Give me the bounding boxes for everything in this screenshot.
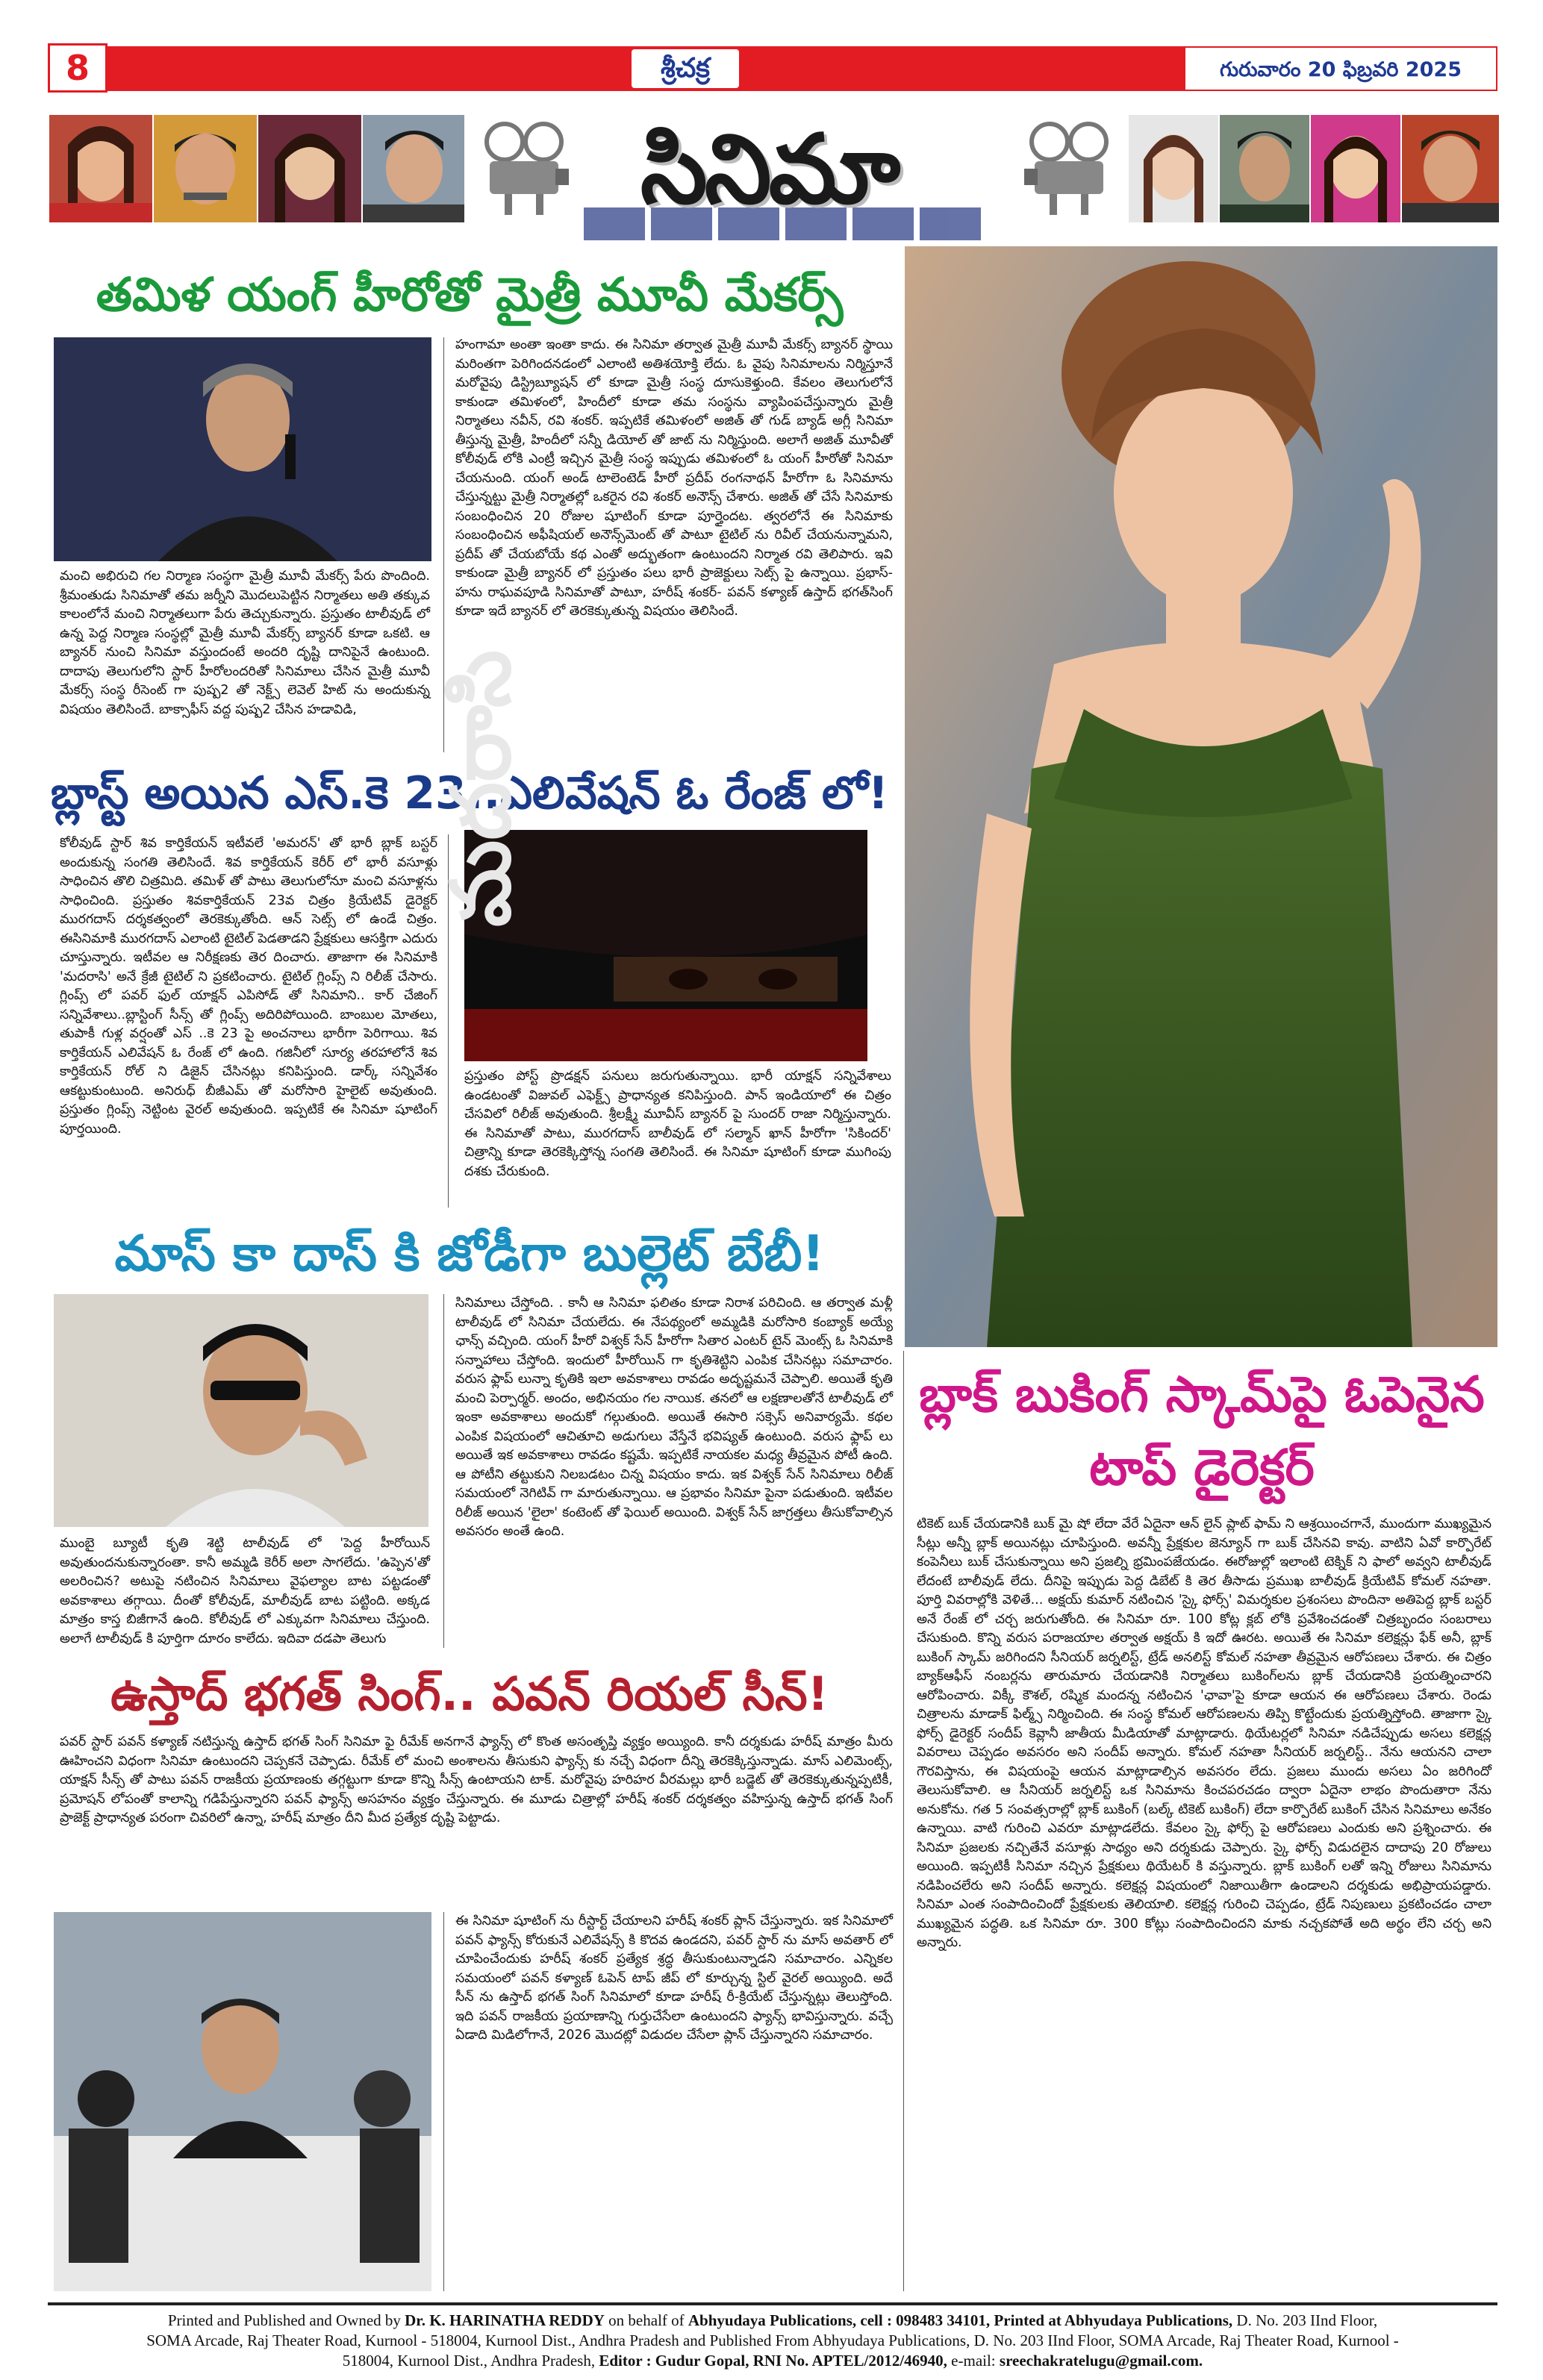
article-4-headline: ఉస్తాద్ భగత్ సింగ్.. పవన్ రియల్ సీన్! bbox=[110, 1667, 829, 1721]
banner-portrait-6 bbox=[1218, 113, 1308, 221]
column-divider bbox=[443, 1294, 444, 1648]
feature-actress-photo bbox=[905, 246, 1497, 1347]
article-5-headline: బ్లాక్ బుకింగ్ స్కామ్‌పై ఓపెనైన టాప్ డైరెక్టర్ bbox=[919, 1366, 1485, 1496]
article-2-col2: ప్రస్తుతం పోస్ట్ ప్రొడక్షన్ పనులు జరుగుతున్నాయి. భారీ యాక్షన్ సన్నివేశాలు ఉండటంతో విజువల్ ఎఫెక్ట్స్ ప్రాధాన్యత కనిపిస్తుంది. పాన్ ఇండియాలో ఈ చిత్రం చేసవిలో రిలీజ్ అవుతుంది. శ్రీలక్ష్మీ మూవీస్ బ్యానర్ పై సుందర్ రాజా నిర్మిస్తున్నారు. ఈ సినిమాతో పాటు, మురగదాస్ బాలీవుడ్ లో సల్మాన్ ఖాన్ హీరోగా 'సికిందర్' చిత్రాన్ని కూడా తెరకెక్కిస్తోన్న సంగతి తెలిసిందే. ఈ సినిమా షూటింగ్ కూడా ముగింపు దశకు చేరుకుంది. bbox=[464, 1069, 891, 1179]
issue-date: గురువారం 20 ఫిబ్రవరి 2025 bbox=[1184, 46, 1497, 91]
svg-text:మదరాసి: మదరాసి bbox=[433, 650, 529, 927]
article-4-photo bbox=[54, 1912, 431, 2291]
footer-rule bbox=[48, 2302, 1497, 2305]
newspaper-logo: శ్రీచక్ర bbox=[632, 49, 739, 88]
imprint-line-2: SOMA Arcade, Raj Theater Road, Kurnool - 518004, Kurnool Dist., Andhra Pradesh and Published From Abhyudaya Publications, D. No. 203 IInd Floor, SOMA Arcade, Raj Theater Road, Kurnool - bbox=[146, 2331, 1399, 2349]
imprint-footer bbox=[48, 2311, 1497, 2370]
cinema-section-title: సినిమా bbox=[640, 113, 898, 225]
article-3-photo bbox=[54, 1294, 428, 1527]
imprint-line-1: Printed and Published and Owned by Dr. K. HARINATHA REDDY on behalf of Abhyudaya Publications, cell : 098483 34101, Printed at Abhyudaya Publications, D. No. 203 IInd Floor, bbox=[167, 2311, 1378, 2329]
banner-portrait-8 bbox=[1400, 113, 1497, 221]
imprint-line-3: 518004, Kurnool Dist., Andhra Pradesh, Editor : Gudur Gopal, RNI No. APTEL/2012/46940, e-mail: sreechakratelugu@gmail.com. bbox=[342, 2352, 1203, 2370]
article-2-col1: కోలీవుడ్ స్టార్ శివ కార్తికేయన్ ఇటీవలే 'అమరన్' తో భారీ బ్లాక్ బస్టర్ అందుకున్న సంగతి తెలిసిందే. శివ కార్తికేయన్ కెరీర్ లో భారీ వసూళ్లు సాధించిన తొలి చిత్రమిది. తమిళ్ తో పాటు తెలుగులోనూ మంచి వసూళ్లను సాధించింది. ప్రస్తుతం శివకార్తికేయన్ 23వ చిత్రం క్రియేటివ్ డైరెక్టర్ మురగదాస్ దర్శకత్వంలో తెరకెక్కుతోంది. ఆన్ సెట్స్ లో ఉండే చిత్రం. ఈసినిమాకి మురగదాస్ ఎలాంటి టైటిల్ పెడతాడని ప్రేక్షకులు ఆసక్తిగా ఎదురు చూస్తున్నారు. ఇటీవల ఆ నిరీక్షణకు తెర దించారు. తాజాగా ఈ సినిమాకి 'మదరాసి' అనే క్రేజీ టైటిల్ ని ప్రకటించారు. టైటిల్ గ్లింప్స్ ని రిలీజ్ చేసారు. గ్లింప్స్ లో పవర్ ఫుల్ యాక్షన్ ఎపిసోడ్ తో సినిమాని.. కార్ చేజింగ్ సన్నివేశాలు..బ్లాస్టింగ్ సీన్స్ తో గ్లింప్స్ అదిరిపోయింది. బాంబుల మోతలు, తుపాకీ గుళ్ల వర్షంతో ఎస్ ..కె 23 పై అంచనాలు భారీగా పెరిగాయి. శివ కార్తికేయన్ ఎలివేషన్ ఓ రేంజ్ లో ఉంది. గజినీలో సూర్య తరహాలోనే శివ కార్తికేయన్ రోల్ ని డిజైన్ చేసినట్లు కనిపిస్తుంది. డార్క్ సన్నివేశం ఆకట్టుకుంటుంది. అనిరుధ్ బీజీఎమ్ తో మరోసారి హైలైట్ అవుతుంది. ప్రస్తుతం గ్లింప్స్ నెట్టింట వైరల్ అవుతుంది. ఇప్పటికే ఈ సినిమా షూటింగ్ పూర్తయింది. bbox=[60, 836, 437, 1137]
column-divider bbox=[903, 1351, 904, 2291]
page-number: 8 bbox=[48, 43, 107, 93]
projector-left-icon bbox=[475, 119, 570, 216]
banner-portrait-7 bbox=[1309, 113, 1399, 221]
article-3-headline: మాస్ కా దాస్ కి జోడీగా బుల్లెట్ బేబీ! bbox=[114, 1225, 825, 1282]
article-3-col2: సినిమాలు చేస్తోంది. . కానీ ఆ సినిమా ఫలితం కూడా నిరాశ పరిచింది. ఆ తర్వాత మళ్లీ టాలీవుడ్ లో సినిమా చేయలేదు. ఈ నేపథ్యంలో అమ్మడికి మరోసారి కంబ్యాక్ అయ్యే ఛాన్స్ వచ్చింది. యంగ్ హీరో విశ్వక్ సేన్ హీరోగా సితార ఎంటర్ టైన్ మెంట్స్ ఓ సినిమాకి సన్నాహాలు చేస్తోంది. ఇందులో హీరోయిన్ గా కృతిశెట్టిని ఎంపిక చేసినట్లు సమాచారం. వరుస ఫ్లాప్ లున్నా కృతికి ఇలా అవకాశాలు రావడం అదృష్టమనే చెప్పాలి. అయితే కృతి మంచి పెర్పార్మర్. అందం, అభినయం గల నాయిక. తనలో ఆ లక్షణాలతోనే టాలీవుడ్ లో ఇంకా అవకాశాలు అందుకో గల్గుతుంది. అయితే ఈసారి సక్సెస్ అనివార్యమే. కథల ఎంపిక విషయంలో ఆచితూచి అడుగులు వేస్తేనే భవిష్యత్ ఉంటుంది. వరుస ఫ్లాప్ లు అయితే ఇక అవకాశాలు రావడం కష్టమే. ఇప్పటికే నాయకల మధ్య తీవ్రమైన పోటీ ఉంది. ఆ పోటీని తట్టుకుని నిలబడటం చిన్న విషయం కాదు. ఇక విశ్వక్ సేన్ సినిమాలు రిలీజ్ సమయంలో నెగిటివ్ గా మారుతున్నాయి. ఆ ప్రభావం సినిమా పైనా పడుతుంది. ఇటీవల రిలీజ్ అయిన 'లైలా' కంటెంట్ తో ఫెయిల్ అయింది. విశ్వక్ సేన్ జాగ్రత్తలు తీసుకోవాల్సిన అవసరం అంతే ఉంది. bbox=[455, 1296, 893, 1539]
banner-portrait-5 bbox=[1127, 113, 1217, 221]
article-1-headline: తమిళ యంగ్ హీరోతో మైత్రీ మూవీ మేకర్స్ bbox=[96, 267, 844, 322]
article-4-intro: పవర్ స్టార్ పవన్ కళ్యాణ్ నటిస్తున్న ఉస్తాద్ భగత్ సింగ్ సినిమా ఫై రీమేక్ అనగానే ఫ్యాన్స్ లో కొంత అసంతృప్తి వ్యక్తం అయ్యింది. కానీ దర్శకుడు హరీష్ మాత్రం మీరు ఊహించని విధంగా సినిమా ఉంటుందని చెప్పకనే చెప్పాడు. రీమేక్ లో మంచి అంశాలను తీసుకుని ఫ్యాన్స్ కు నచ్చే విధంగా దీన్ని తెరకెక్కిస్తున్నాడు. మాస్ ఎలిమెంట్స్, యాక్షన్ సీన్స్ తో పాటు పవన్ రాజకీయ ప్రయాణంకు తగ్గట్టుగా కూడా కొన్ని సీన్స్ ఉంటాయని టాక్. మరోవైపు హరిహర వీరమల్లు భారీ బడ్జెట్ తో తెరకెక్కుతున్నప్పటికీ, ప్రమోషన్ లోపంతో కాలాన్ని గడిపేస్తున్నారని పవన్ ఫ్యాన్స్ అసహనం వ్యక్తం చేస్తున్నారు. ఈ మూడు చిత్రాల్లో హరీష్ శంకర్ దర్శకత్వం వహిస్తున్న ఉస్తాద్ భగత్ సింగ్ ప్రాజెక్ట్ ప్రాధాన్యత పరంగా చివరిలో ఉన్నా, హరీష్ మాత్రం దీని మీద ప్రత్యేక దృష్టి పెట్టాడు. bbox=[60, 1734, 893, 1825]
banner-portrait-2 bbox=[152, 113, 255, 221]
banner-portrait-1 bbox=[48, 113, 151, 221]
article-1-col2: హంగామా అంతా ఇంతా కాదు. ఈ సినిమా తర్వాత మైత్రీ మూవీ మేకర్స్ బ్యానర్ స్థాయి మరింతగా పెరిగిందనడంలో ఎలాంటి అతిశయోక్తి లేదు. ఓ వైపు సినిమాలను నిర్మిస్తూనే మరోవైపు డిస్ట్రిబ్యూషన్ లో కూడా మైత్రీ సంస్థ దూసుకెళ్తుంది. కేవలం తెలుగులోనే కాకుండా తమిళంలో, హిందీలో కూడా తమ సంస్థను వ్యాపింపచేస్తున్నారు మైత్రీ నిర్మాతలు నవీన్, రవి శంకర్. ఇప్పటికే తమిళంలో అజిత్ తో గుడ్ బ్యాడ్ అగ్లీ సినిమా తీస్తున్న మైత్రీ, హిందీలో సన్నీ డియోల్ తో జాట్ ను నిర్మిస్తుంది. అలాగే అజిత్ మూవీతో కోలీవుడ్ లోకి ఎంట్రీ ఇచ్చిన మైత్రీ సంస్థ ఇప్పుడు తమిళంలో ఓ యంగ్ హీరోతో సినిమా చేయనుంది. యంగ్ అండ్ టాలెంటెడ్ హీరో ప్రదీప్ రంగనాథన్ హీరోగా ఓ సినిమాను చేస్తున్నట్టు మైత్రీ నిర్మాతల్లో ఒకరైన రవి శంకర్ అనౌన్స్ చేశారు. అజిత్ తో చేసే సినిమాకు సంబంధించిన 20 రోజుల షూటింగ్ కూడా పూర్తైందట. త్వరలోనే ఈ సినిమాకు సంబంధించిన అఫీషియల్ అనౌన్స్‌మెంట్ తో పాటూ టైటిల్ ను రివీల్ చేయనున్నామని, ప్రదీప్ తో చేయబోయే కథ ఎంతో అద్భుతంగా ఉంటుందని నిర్మాత రవి తెలిపారు. ఇవి కాకుండా మైత్రీ బ్యానర్ లో ప్రస్తుతం పలు భారీ ప్రాజెక్టులు సెట్స్ పై ఉన్నాయి. ప్రభాస్- హను రాఘవపూడి సినిమాతో పాటూ, హరీష్ శంకర్- పవన్ కళ్యాణ్ ఉస్తాద్ భగత్‌సింగ్ కూడా ఇదే బ్యానర్ లో తెరకెక్కుతున్న విషయం తెలిసిందే. bbox=[455, 337, 893, 619]
article-4-col2: ఈ సినిమా షూటింగ్ ను రీస్టార్ట్ చేయాలని హరీష్ శంకర్ ప్లాన్ చేస్తున్నారు. ఇక సినిమాలో పవన్ ఫ్యాన్స్ కోరుకునే ఎలివేషన్స్ కి కొదవ ఉండదని, పవర్ స్టార్ ను మాస్ అవతార్ లో చూపించేందుకు హరీష్ శంకర్ ప్రత్యేక శ్రద్ధ తీసుకుంటున్నాడని సమాచారం. ఎన్నికల సమయంలో పవన్ కళ్యాణ్ ఓపెన్ టాప్ జీప్ లో కూర్చున్న స్టిల్ వైరల్ అయ్యింది. అదే సీన్ ను ఉస్తాద్ భగత్ సింగ్ సినిమాలో కూడా హరీష్ రీ-క్రియేట్ చేస్తున్నట్లు తెలుస్తోంది. ఇది పవన్ రాజకీయ ప్రయాణాన్ని గుర్తుచేసేలా ఉంటుందని ఫ్యాన్స్ భావిస్తున్నారు. వచ్చే ఏడాది మిడిలోగానే, 2026 మొదట్లో విడుదల చేసేలా ప్లాన్ చేస్తున్నారని సమాచారం. bbox=[455, 1914, 893, 2043]
article-1-photo bbox=[54, 337, 431, 561]
projector-right-icon bbox=[1023, 119, 1118, 216]
banner-portrait-4 bbox=[361, 113, 464, 221]
article-5-body: టికెట్ బుక్ చేయడానికి బుక్ మై షో లేదా వేరే ఏదైనా ఆన్ లైన్ ప్లాట్ ఫామ్ ని ఆశ్రయించగానే, ముందుగా ముఖ్యమైన సీట్లు అన్నీ బ్లాక్ అయినట్లు చూపిస్తుంది. అవన్నీ ప్రేక్షకుల జెన్యూన్ గా బుక్ చేసినవి కావు. వాటిని ఏవో కార్పొరేట్ కంపెనీలు బుక్ చేసుకున్నాయి అని ప్రజల్ని భ్రమింపజేయడం. ఈరోజుల్లో ఇలాంటి టెక్నిక్ ని ఫాలో అవ్వని టాలీవుడ్ లేదంటే బాలీవుడ్ లేదు. దీనిపై ఇప్పుడు పెద్ద డిబేట్ కి తెర తీసాడు ప్రముఖ బాలీవుడ్ క్రియేటివ్ కోమల్ నహతా. పూర్తి వివరాల్లోకి వెళితే... అక్షయ్ కుమార్ నటించిన 'స్కై ఫోర్స్' విమర్శకుల ప్రశంసలు పొందినా అతిపెద్ద బ్లాక్ బస్టర్ అనే రేంజ్ లో చర్చ జరుగుతోంది. ఈ సినిమా రూ. 100 కోట్ల క్లబ్ లోకి ప్రవేశించడంతో చిత్రబృందం సంబరాలు చేసుకుంది. కొన్ని వరుస పరాజయాల తర్వాత అక్షయ్ కి ఇదో ఊరట. అయితే ఈ సినిమా కలెక్షన్లు ఫేక్ అనీ, బ్లాక్ బుకింగ్ స్కామ్ జరిగిందని సీనియర్ జర్నలిస్ట్, ట్రేడ్ అనలిస్ట్ కోమల్ నహతా తీవ్రమైన ఆరోపణలు చేశారు. ఈ చిత్రం బ్యాక్ఆఫీస్ నంబర్లను తారుమారు చేయడానికి నిర్మాతలు బుకింగ్‌లను బ్లాక్ చేయడానికి ప్రయత్నించారని ఆరోపించారు. విక్కీ కౌశల్, రష్మిక మందన్న నటించిన 'ఛావా'పై కూడా ఆయన ఈ ఆరోపణలు చేశారు. రెండు చిత్రాలను మాడాక్ ఫిల్మ్స్ నిర్మించింది. ఈ సంస్థ కోమల్ ఆరోపణలను తిప్పి కొట్టేందుకు ప్రయత్నిస్తోంది. తాజాగా స్కై ఫోర్స్ డైరెక్టర్ సందీప్ కెవ్లానీ జాతీయ మీడియాతో మాట్లాడారు. థియేటర్లలో సినిమా నడిచేప్పుడు అసలు కలెక్షన్ల వివరాలు చెప్పడం అవసరం అని సందీప్ అన్నారు. కోమల్ నహతా సీనియర్ జర్నలిస్ట్.. నేను ఆయనని చాలా గౌరవిస్తాను, ఈ విషయంపై ఆయన మాట్లాడాల్సిన అవసరం లేదు. ప్రజలు ముందు అసలు ఏం జరిగిందో తెలుసుకోవాలి. ఆ సీనియర్ జర్నలిస్ట్ ఒక సినిమాను కించపరచడం ద్వారా ఏదైనా లాభం పొందుతారా నేను అనుకోను. గత 5 సంవత్సరాల్లో బ్లాక్ బుకింగ్ (బల్క్ టికెట్ బుకింగ్) లేదా కార్పొరేట్ బుకింగ్ చేసిన సినిమాలు అనేకం ఉన్నాయి. వాటి గురించి ఎవరూ మాట్లాడలేదు. కేవలం స్కై ఫోర్స్ పై ఆరోపణలు ఎందుకు అని ప్రశ్నించారు. ఈ సినిమా ప్రజలకు నచ్చితేనే వసూళ్లు సాధ్యం అని దర్శకుడు చెప్పారు. స్కై ఫోర్స్ విడుదలైన దాదాపు 20 రోజులు అయింది. ఇప్పటికీ సినిమా నచ్చిన ప్రేక్షకులు థియేటర్ కి వస్తున్నారు. బ్లాక్ బుకింగ్ లతో ఇన్ని రోజులు సినిమాను నడిపించలేరు అని సందీప్ అన్నారు. కలెక్షన్ల విషయంలో నిజాయితీగా ఉండాలని దర్శకుడు అభిప్రాయపడ్డారు. సినిమా ఎంత సంపాదించిందో ప్రేక్షకులకు తెలియాలి. కలెక్షన్ల గురించి చెప్పడం, ట్రేడ్ నిపుణులు ప్రకటించడం చాలా ముఖ్యమైన పద్ధతి. ఒక సినిమా రూ. 300 కోట్లు సంపాదించిందని మాకు నచ్చకపోతే అది అర్థం లేని చర్చ అని అన్నారు. bbox=[917, 1517, 1491, 1950]
article-3-col1: ముంబై బ్యూటీ కృతి శెట్టి టాలీవుడ్ లో 'పెద్ద హీరోయిన్ అవుతుందనుకున్నారంతా. కానీ అమ్మడి కెరీర్ అలా సాగలేదు. 'ఉప్పెన'తో అలరించిన? అటుపై నటించిన సినిమాలు వైఫల్యాల బాట పట్టడంతో అవకాశాలు తగ్గాయి. దీంతో కోలీవుడ్, మాలీవుడ్ బాట పట్టింది. అక్కడ మాత్రం కాస్త బిజీగానే ఉంది. కోలీవుడ్ లో ఎక్కువగా సినిమాలు చేస్తుంది. అలాగే టాలీవుడ్ కి పూర్తిగా దూరం కాలేదు. ఇదివా దడపా తెలుగు bbox=[60, 1536, 430, 1646]
article-1-col1: మంచి అభిరుచి గల నిర్మాణ సంస్థగా మైత్రీ మూవీ మేకర్స్ పేరు పొందింది. శ్రీమంతుడు సినిమాతో తమ జర్నీని మొదలుపెట్టిన నిర్మాతలు అతి తక్కువ కాలంలోనే మంచి నిర్మాతలుగా పేరు తెచ్చుకున్నారు. ప్రస్తుతం టాలీవుడ్ లో ఉన్న పెద్ద నిర్మాణ సంస్థల్లో మైత్రీ మూవీ మేకర్స్ బ్యానర్ కూడా ఒకటి. ఆ బ్యానర్ నుంచి సినిమా వస్తుందంటే అందరి దృష్టి దానిపైనే ఉంటుంది. దాదాపు తెలుగులోని స్టార్ హీరోలందరితో సినిమాలు చేసిన మైత్రీ మూవీ మేకర్స్ సంస్థ రీసెంట్ గా పుష్ప2 తో నెక్ట్స్ లెవెల్ హిట్ ను అందుకున్న విషయం తెలిసిందే. బాక్సాఫీస్ వద్ద పుష్ప2 చేసిన హడావిడి, bbox=[60, 569, 430, 717]
banner-portrait-3 bbox=[257, 113, 360, 221]
column-divider bbox=[443, 1912, 444, 2291]
article-2-headline: బ్లాస్ట్ అయిన ఎస్.కె 23..ఎలివేషన్ ఓ రేంజ్ లో! bbox=[50, 767, 889, 819]
